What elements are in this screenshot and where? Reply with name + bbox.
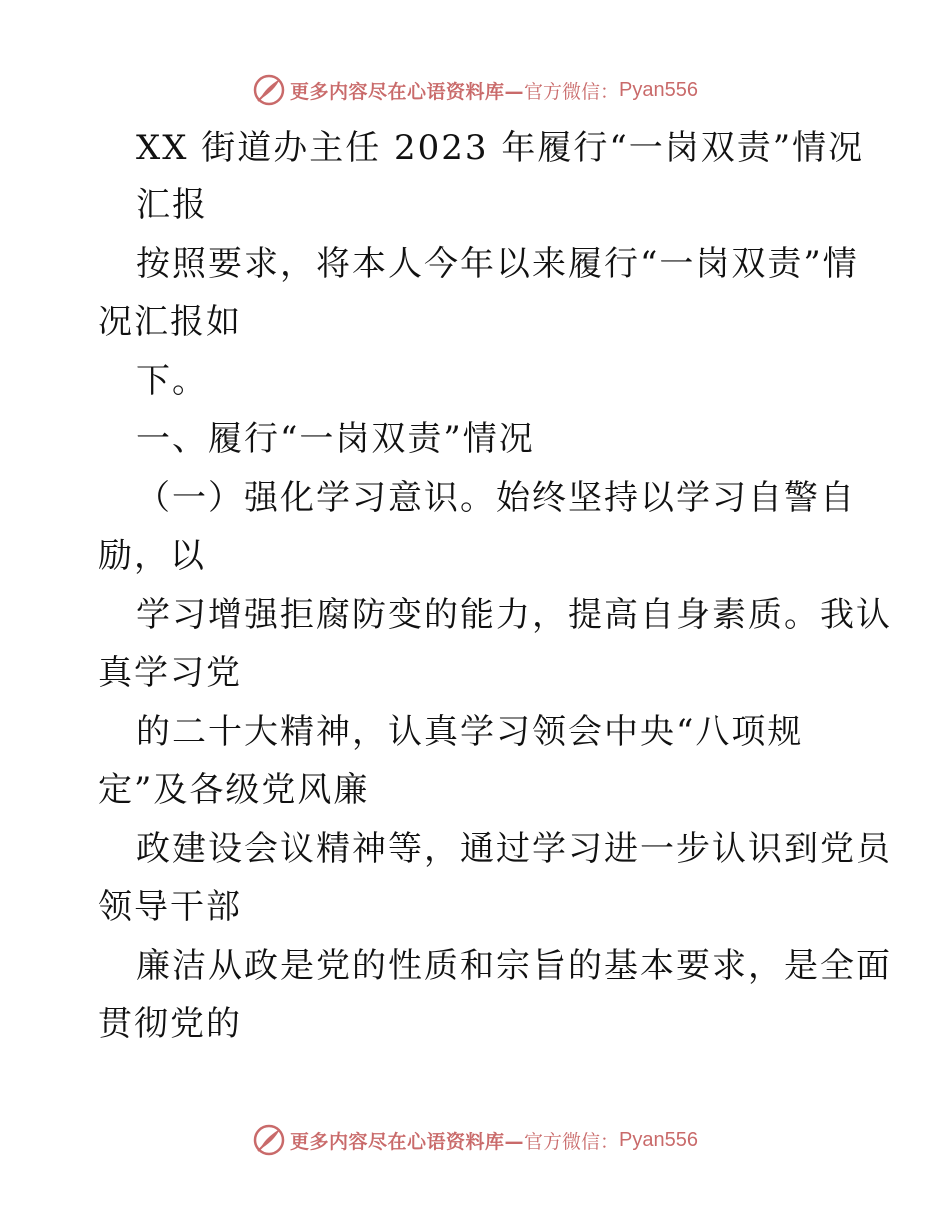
header-watermark — [0, 70, 950, 110]
watermark-wechat-id: Pyan556 — [619, 1128, 698, 1151]
paragraph-line: 政建设会议精神等，通过学习进一步认识到党员 — [136, 829, 892, 869]
paragraph-line: 的二十大精神，认真学习领会中央“八项规 — [136, 712, 804, 752]
paragraph-line: （一）强化学习意识。始终坚持以学习自警自 — [136, 478, 856, 518]
section-heading: 一、履行“一岗双责”情况 — [136, 419, 535, 459]
title-line-1: XX 街道办主任 2023 年履行“一岗双责”情况 — [136, 128, 865, 168]
paragraph-line: 励，以 — [98, 536, 206, 576]
watermark-wechat-label: 官方微信： — [524, 1130, 620, 1153]
paragraph-line: 按照要求，将本人今年以来履行“一岗双责”情 — [136, 244, 859, 284]
paragraph-line: 下。 — [136, 361, 208, 401]
watermark-wechat-label: 官方微信： — [524, 80, 620, 103]
paragraph-line: 廉洁从政是党的性质和宗旨的基本要求，是全面 — [136, 946, 892, 986]
watermark-text: 更多内容尽在心语资料库— — [290, 1130, 525, 1153]
paragraph-line: 况汇报如 — [98, 302, 242, 342]
quill-pen-icon — [252, 73, 286, 107]
watermark-text: 更多内容尽在心语资料库— — [290, 80, 525, 103]
footer-watermark — [0, 1120, 950, 1160]
title-line-2: 汇报 — [136, 185, 208, 225]
quill-pen-icon — [252, 1123, 286, 1157]
paragraph-line: 学习增强拒腐防变的能力，提高自身素质。我认 — [136, 595, 892, 635]
watermark-wechat-id: Pyan556 — [619, 78, 698, 101]
paragraph-line: 贯彻党的 — [98, 1004, 242, 1044]
paragraph-line: 定”及各级党风廉 — [98, 770, 370, 810]
paragraph-line: 领导干部 — [98, 887, 242, 927]
paragraph-line: 真学习党 — [98, 653, 242, 693]
